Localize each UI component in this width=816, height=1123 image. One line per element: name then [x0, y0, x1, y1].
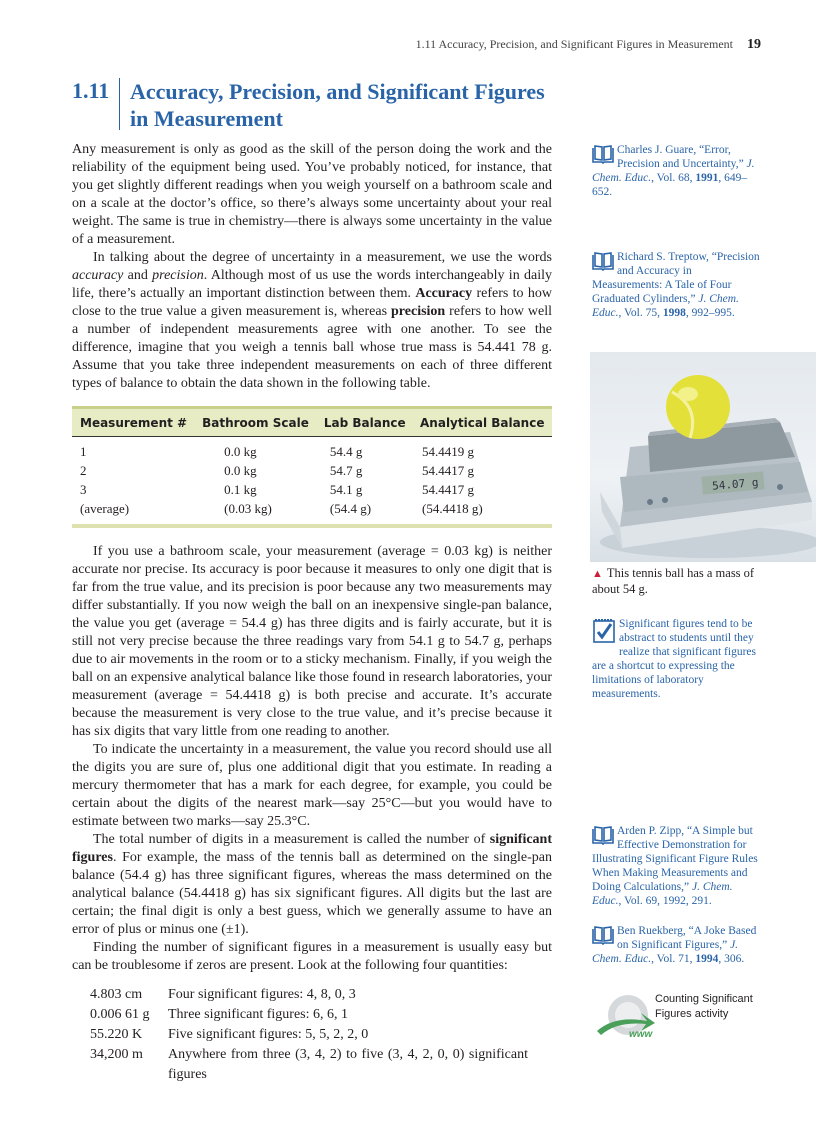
- paragraph-3: If you use a bathroom scale, your measurement (average = 0.03 kg) is neither accurate nor precise. Its accuracy is poor because it measures to only one digit that is far from the true value, and its precision is poor because any two measurements may differ substantially. If you now weigh the ball on an inexpensive single-pan balance, the value you get (average = 54.4 g) has three digits and is fairly accurate, but it is still not very precise because the three readings vary from 54.1 g to 54.7 g, perhaps due to air movements in the room or to a sticky mechanism. Finally, if you weigh the ball on an expensive analytical balance like those found in research laboratories, your measurement (average = 54.4418 g) is both precise and accurate. It’s accurate because the measurement is very close to the true value, and it’s precise because it has six digits that vary little from one reading to another.: [72, 544, 552, 739]
- section-number: 1.11: [72, 78, 110, 103]
- checklist-icon: [592, 618, 616, 648]
- www-icon: www: [629, 1029, 653, 1040]
- margin-reference-ruekberg: Ben Ruekberg, “A Joke Based on Significant Figures,” J. Chem. Educ., Vol. 71, 1994, 306.: [592, 925, 757, 965]
- table-cell: (54.4 g): [316, 499, 412, 526]
- table-cell: 54.4 g: [329, 444, 363, 459]
- table-cell: 54.1 g: [329, 482, 363, 497]
- paragraph-2: In talking about the degree of uncertainty in a measurement, we use the words accuracy and precision. Although most of us use the words interchangeably in daily life, there’s actually an important distinction between them. Accuracy refers to how close to the true value a given measurement is, whereas precision refers to how well a number of independent measurements agree with one another. To see the difference, imagine that you weigh a tennis ball whose true mass is 54.441 78 g. Assume that you take three independent measurements on each of three different types of balance to obtain the data shown in the following table.: [72, 250, 552, 391]
- table-cell: (54.4418 g): [412, 499, 552, 526]
- col-header-lab: Lab Balance: [316, 408, 412, 437]
- col-header-measurement: Measurement #: [72, 408, 194, 437]
- list-item: [90, 1005, 552, 1025]
- paragraph-4: To indicate the uncertainty in a measurement, the value you record should use all the digits you are sure of, plus one additional digit that you estimate. In reading a mercury thermometer that has a mark for each degree, for example, you could be certain about the digits of the nearest mark—say 25°C—but you would have to estimate between two marks—say 25.3°C.: [72, 742, 552, 829]
- section-divider: [119, 78, 120, 130]
- triangle-icon: ▲: [592, 568, 603, 580]
- main-text: [72, 141, 552, 1085]
- table-row: [72, 437, 552, 462]
- quantity-description: Five significant figures: 5, 5, 2, 2, 0: [168, 1027, 369, 1042]
- measurement-table: [72, 406, 552, 528]
- table-cell: 54.4419 g: [422, 444, 475, 459]
- list-item: [90, 985, 552, 1005]
- paragraph-6: Finding the number of significant figures in a measurement is usually easy but can be troublesome if zeros are present. Look at the following four quantities:: [72, 940, 552, 973]
- quantity-value: 4.803 cm: [90, 987, 143, 1002]
- col-header-analytical: Analytical Balance: [412, 408, 552, 437]
- table-cell: 54.4417 g: [422, 482, 475, 497]
- quantity-description: Four significant figures: 4, 8, 0, 3: [168, 987, 356, 1002]
- quantity-value: 34,200 m: [90, 1047, 143, 1062]
- term-accuracy: Accuracy: [415, 286, 473, 301]
- term-accuracy-italic: accuracy: [72, 268, 124, 283]
- section-title: [130, 78, 550, 132]
- term-precision: precision: [391, 304, 446, 319]
- paragraph-1: Any measurement is only as good as the skill of the person doing the work and the reliability of the equipment being used. You’ve probably noticed, for instance, that you get slightly different readings when you weigh yourself on a bathroom scale and on a scale at the doctor’s office, so there’s always some uncertainty about your real weight. The same is true in chemistry—there is always some uncertainty in the value of a measurement.: [72, 142, 552, 247]
- section-title-line1: Accuracy, Precision, and Significant Figures: [130, 79, 545, 104]
- table-cell: 2: [80, 463, 87, 478]
- margin-reference-zipp: Arden P. Zipp, “A Simple but Effective Demonstration for Illustrating Significant Figure Rules When Making Measurements and Doing Calculations,” J. Chem. Educ., Vol. 69, 1992, 291.: [592, 825, 758, 907]
- quantities-list: [90, 985, 552, 1085]
- quantity-value: 0.006 61 g: [90, 1007, 150, 1022]
- book-icon: [592, 251, 614, 275]
- term-precision-italic: precision: [152, 268, 204, 283]
- table-cell: 54.4417 g: [422, 463, 475, 478]
- table-cell: (average): [72, 499, 194, 526]
- margin-reference-treptow: Richard S. Treptow, “Precision and Accuracy in Measurements: A Tale of Four Graduated Cylinders,” J. Chem. Educ., Vol. 75, 1998, 992–995.: [592, 251, 760, 319]
- section-title-line2: in Measurement: [130, 106, 283, 131]
- list-item: [90, 1025, 552, 1045]
- book-icon: [592, 825, 614, 849]
- table-cell: 54.7 g: [329, 463, 363, 478]
- book-icon: [592, 144, 614, 168]
- www-activity-label[interactable]: Counting Significant Figures activity: [655, 993, 753, 1020]
- term-significant-figures: significant figures: [72, 832, 552, 865]
- running-head: [416, 37, 761, 53]
- quantity-value: 55.220 K: [90, 1027, 143, 1042]
- list-item: [90, 1045, 552, 1085]
- photo-caption: ▲ This tennis ball has a mass of about 54 g.: [592, 566, 755, 596]
- col-header-bathroom: Bathroom Scale: [194, 408, 316, 437]
- table-cell: 0.1 kg: [224, 482, 257, 497]
- table-cell: 3: [80, 482, 87, 497]
- table-row: [72, 499, 552, 526]
- table-row: [72, 480, 552, 499]
- table-cell: 0.0 kg: [224, 463, 257, 478]
- page-number: 19: [747, 37, 761, 52]
- paragraph-5: The total number of digits in a measurement is called the number of significant figures. For example, the mass of the tennis ball as determined on the single-pan balance (54.4 g) has three significant figures, whereas the mass determined on the analytical balance (54.4418 g) has six significant figures. All digits but the last are certain; the final digit is only a best guess, which we generally assume to have an error of plus or minus one (±1).: [72, 832, 552, 937]
- teaching-tip: Significant figures tend to be abstract to students until they realize that significant figures are a shortcut to expressing the limitations of laboratory measurements.: [592, 618, 756, 700]
- quantity-description: Anywhere from three (3, 4, 2) to five (3, 4, 2, 0, 0) significant figures: [168, 1047, 528, 1082]
- book-icon: [592, 925, 614, 949]
- balance-photo: [590, 352, 816, 562]
- table-cell: 1: [80, 444, 87, 459]
- margin-reference-guare: Charles J. Guare, “Error, Precision and Uncertainty,” J. Chem. Educ., Vol. 68, 1991, 649–652.: [592, 144, 755, 198]
- table-cell: (0.03 kg): [194, 499, 316, 526]
- running-head-text: 1.11 Accuracy, Precision, and Significant Figures in Measurement: [415, 37, 733, 51]
- table-cell: 0.0 kg: [224, 444, 257, 459]
- table-row: [72, 461, 552, 480]
- table-header-row: [72, 408, 552, 437]
- quantity-description: Three significant figures: 6, 6, 1: [168, 1007, 349, 1022]
- balance-display: 54.07 g: [711, 475, 759, 493]
